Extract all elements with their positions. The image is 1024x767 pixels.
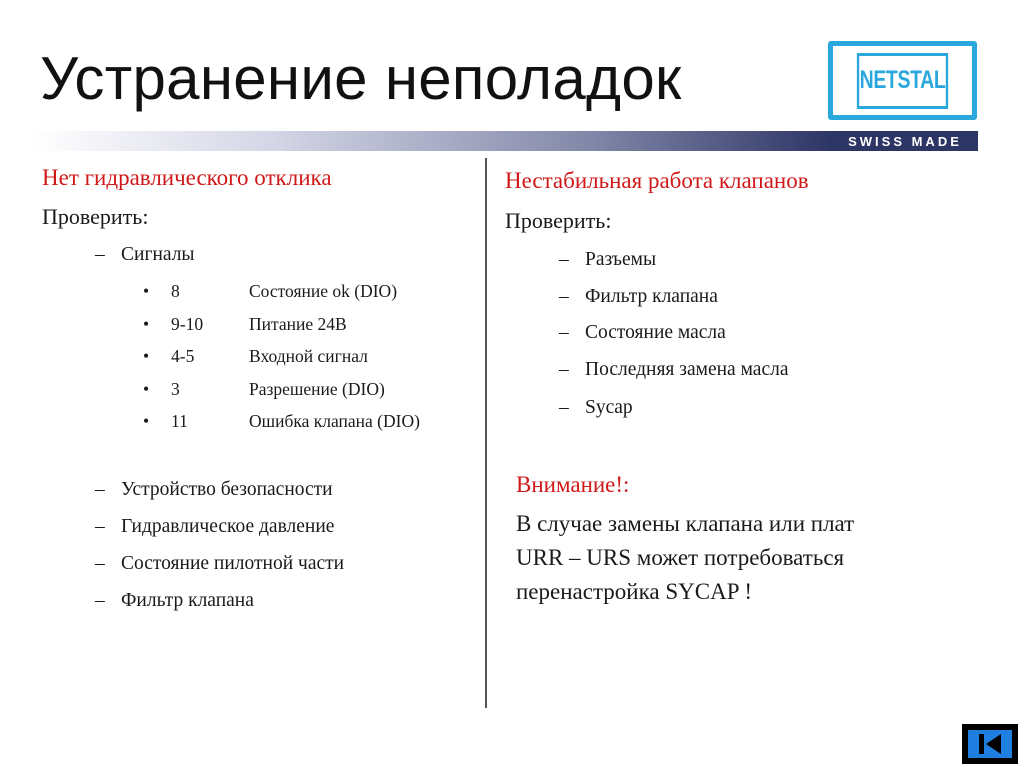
left-list-item [95, 516, 334, 538]
signals-item [95, 244, 195, 266]
right-item-text: Sycap [585, 397, 633, 418]
swiss-made-badge: SWISS MADE [832, 131, 978, 151]
left-item-text: Устройство безопасности [121, 479, 333, 500]
signal-row [143, 346, 368, 367]
warning-line: URR – URS может потребоваться [516, 545, 845, 570]
column-divider [485, 158, 487, 708]
bullet-marker: • [143, 346, 150, 366]
left-list-item [95, 553, 344, 575]
first-slide-button[interactable] [962, 724, 1018, 764]
signal-desc: Входной сигнал [249, 346, 368, 366]
right-list-item [559, 397, 633, 419]
dash-marker: – [95, 590, 105, 611]
left-heading: Нет гидравлического отклика [42, 165, 332, 190]
signal-row [143, 281, 397, 302]
dash-marker: – [95, 553, 105, 574]
dash-marker: – [559, 286, 569, 307]
dash-marker: – [95, 479, 105, 500]
dash-marker: – [559, 397, 569, 418]
right-list-item [559, 322, 726, 344]
netstal-logo [828, 41, 977, 120]
right-check-label: Проверить: [505, 208, 612, 233]
right-heading: Нестабильная работа клапанов [505, 168, 809, 193]
warning-line: перенастройка SYCAP ! [516, 579, 753, 604]
signal-num: 9-10 [171, 314, 204, 334]
right-list-item [559, 249, 656, 271]
signals-label: Сигналы [121, 244, 195, 265]
signal-row [143, 411, 420, 432]
signal-row [143, 314, 347, 335]
dash-marker: – [95, 244, 105, 265]
slide-title: Устранение неполадок [40, 45, 682, 112]
dash-marker: – [559, 359, 569, 380]
bullet-marker: • [143, 314, 150, 334]
right-item-text: Разъемы [585, 249, 657, 270]
signal-desc: Ошибка клапана (DIO) [249, 411, 420, 431]
right-item-text: Фильтр клапана [585, 286, 718, 307]
right-list-item [559, 286, 718, 308]
left-item-text: Фильтр клапана [121, 590, 254, 611]
left-list-item [95, 590, 254, 612]
logo-text: NETSTAL [857, 53, 948, 109]
left-list-item [95, 479, 333, 501]
signal-num: 11 [171, 411, 188, 431]
dash-marker: – [559, 249, 569, 270]
right-item-text: Последняя замена масла [585, 359, 789, 380]
signal-desc: Разрешение (DIO) [249, 379, 385, 399]
signal-num: 8 [171, 281, 180, 301]
header-gradient-bar [32, 131, 832, 151]
first-slide-icon [968, 730, 1012, 758]
left-check-label: Проверить: [42, 204, 149, 229]
dash-marker: – [95, 516, 105, 537]
left-item-text: Гидравлическое давление [121, 516, 335, 537]
bullet-marker: • [143, 411, 150, 431]
right-item-text: Состояние масла [585, 322, 726, 343]
signal-row [143, 379, 385, 400]
right-list-item [559, 359, 789, 381]
signal-desc: Состояние ok (DIO) [249, 281, 398, 301]
signal-num: 3 [171, 379, 180, 399]
warning-line: В случае замены клапана или плат [516, 511, 855, 536]
warning-title: Внимание!: [516, 472, 630, 497]
left-item-text: Состояние пилотной части [121, 553, 345, 574]
dash-marker: – [559, 322, 569, 343]
bullet-marker: • [143, 281, 150, 301]
signal-desc: Питание 24В [249, 314, 347, 334]
signal-num: 4-5 [171, 346, 195, 366]
bullet-marker: • [143, 379, 150, 399]
